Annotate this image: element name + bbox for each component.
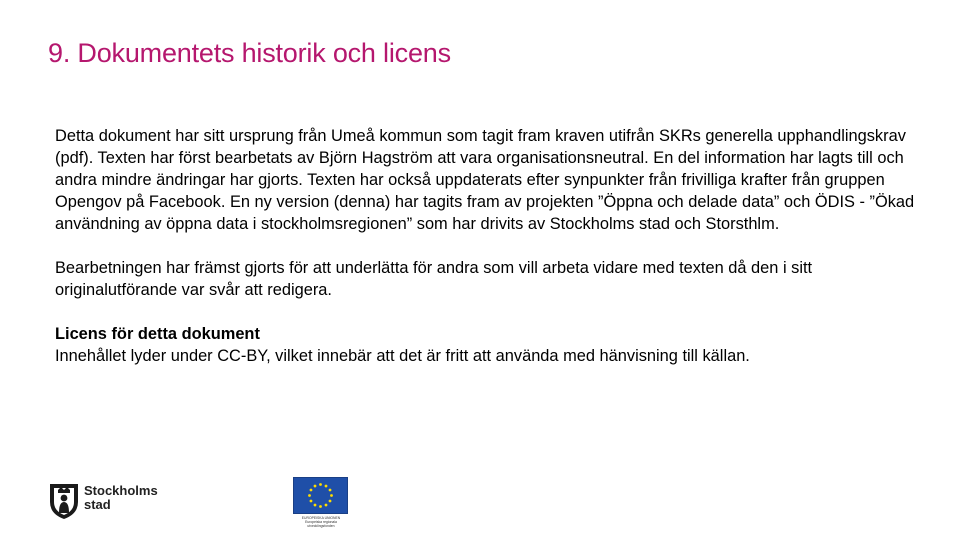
license-section [55, 323, 915, 367]
eu-flag-icon [293, 477, 348, 514]
editing-paragraph: Bearbetningen har främst gjorts för att underlätta för andra som vill arbeta vidare med texten då den i sitt originalutförande var svår att redigera. [55, 259, 813, 299]
license-text: Innehållet lyder under CC-BY, vilket innebär att det är fritt att använda med hänvisning till källan. [55, 347, 750, 365]
eu-star-icon [310, 489, 313, 492]
history-paragraph: Detta dokument har sitt ursprung från Umeå kommun som tagit fram kraven utifrån SKRs generella upphandlingskrav (pdf). Texten har först bearbetats av Björn Hagström att vara organisationsneutral. En del information har lagts till och andra mindre ändringar har gjorts. Texten har också uppdaterats efter synpunkter från frivilliga krafter från gruppen Opengov på Facebook. En ny version (denna) har tagits fram av projekten ”Öppna och delade data” och ÖDIS - ”Ökad användning av öppna data i stockholmsregionen” som har drivits av Stockholms stad och Storsthlm. [55, 127, 915, 233]
page-title: 9. Dokumentets historik och licens [48, 38, 451, 68]
stockholm-crest-icon [48, 480, 80, 520]
eu-star-icon [308, 494, 311, 497]
document-body [55, 125, 915, 389]
eu-star-icon [310, 500, 313, 503]
eu-star-icon [319, 483, 322, 486]
eu-star-icon [319, 505, 322, 508]
license-heading: Licens för detta dokument [55, 325, 260, 343]
stockholm-logo-text: Stockholms stad [84, 483, 158, 512]
stockholm-stad-logo [48, 480, 168, 522]
eu-star-icon [329, 500, 332, 503]
eu-star-icon [325, 485, 328, 488]
eu-star-icon [329, 489, 332, 492]
eu-star-icon [330, 494, 333, 497]
eu-logo-caption: EUROPEISKA UNIONEN Europeiska regionala utvecklingsfonden [301, 516, 341, 528]
eu-star-icon [314, 485, 317, 488]
eu-logo [293, 477, 349, 533]
eu-star-icon [325, 504, 328, 507]
eu-star-icon [314, 504, 317, 507]
